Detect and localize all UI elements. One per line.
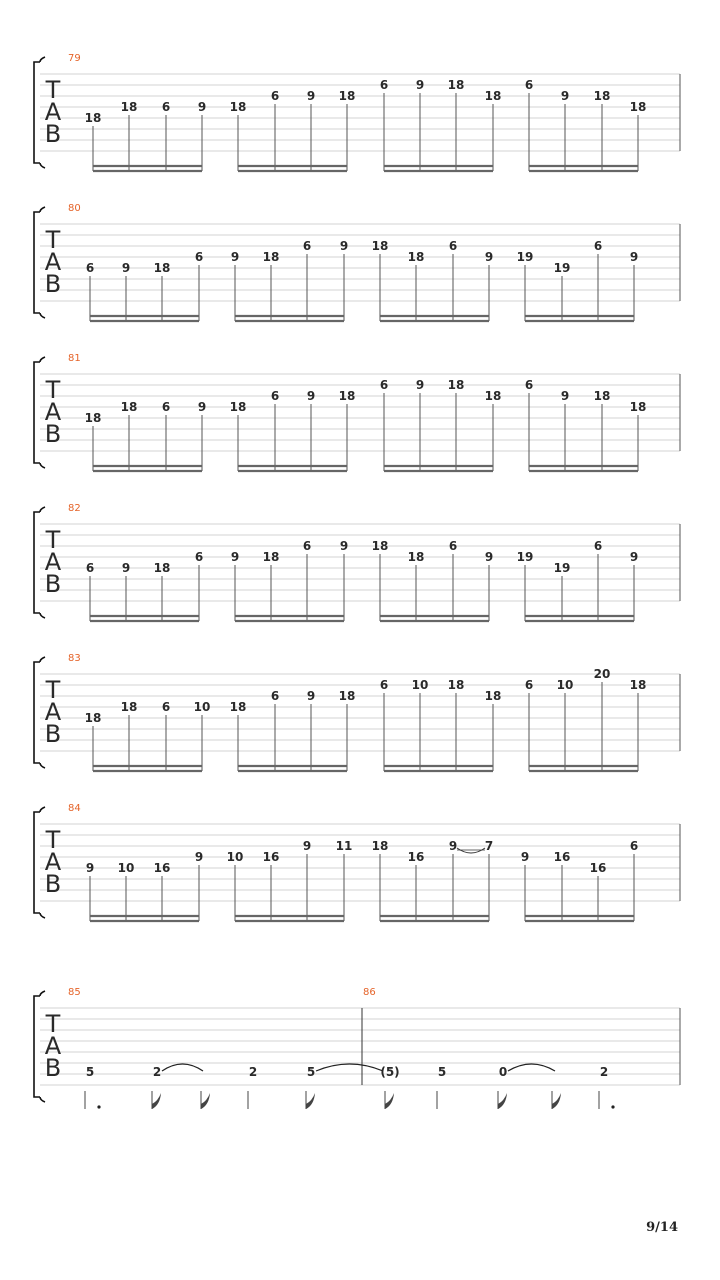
- fret-number: 18: [338, 389, 356, 403]
- fret-number: 6: [270, 689, 280, 703]
- fret-number: 9: [520, 850, 530, 864]
- system-bracket: [34, 996, 40, 1097]
- tie-arc: [508, 1064, 555, 1071]
- system-bracket: [34, 62, 40, 163]
- fret-number: 9: [560, 389, 570, 403]
- tab-clef-letter: T: [45, 226, 61, 254]
- measure-number: 79: [68, 53, 81, 64]
- fret-number: 9: [448, 839, 458, 853]
- measure-number: 86: [363, 987, 376, 998]
- fret-number: 18: [629, 100, 647, 114]
- fret-number: 6: [593, 539, 603, 553]
- tab-clef-letter: T: [45, 676, 61, 704]
- tab-system: [34, 353, 680, 471]
- tab-clef-letter: T: [45, 376, 61, 404]
- fret-number: 6: [629, 839, 639, 853]
- fret-number: 10: [193, 700, 211, 714]
- fret-number: 18: [371, 839, 389, 853]
- rhythm-dot: [97, 1105, 100, 1108]
- tab-clef-letter: T: [45, 826, 61, 854]
- fret-number: 10: [556, 678, 574, 692]
- fret-number: 6: [85, 561, 95, 575]
- fret-number: 5: [85, 1065, 95, 1079]
- fret-number: 18: [484, 89, 502, 103]
- fret-number: 18: [447, 78, 465, 92]
- measure-number: 81: [68, 353, 81, 364]
- fret-number: 9: [197, 400, 207, 414]
- fret-number: 16: [553, 850, 571, 864]
- fret-number: 18: [262, 550, 280, 564]
- tab-system: [34, 503, 680, 621]
- fret-number: 16: [262, 850, 280, 864]
- fret-number: 9: [560, 89, 570, 103]
- fret-number: 19: [553, 561, 571, 575]
- system-bracket: [34, 212, 40, 313]
- fret-number: 9: [629, 250, 639, 264]
- fret-number: 16: [589, 861, 607, 875]
- fret-number: 2: [248, 1065, 258, 1079]
- fret-number: 18: [84, 111, 102, 125]
- fret-number: 18: [338, 689, 356, 703]
- fret-number: 9: [302, 839, 312, 853]
- fret-number: 6: [302, 239, 312, 253]
- fret-number: 9: [121, 261, 131, 275]
- measure-number: 83: [68, 653, 81, 664]
- tab-system: [34, 803, 680, 921]
- fret-number: 18: [120, 100, 138, 114]
- fret-number: 16: [407, 850, 425, 864]
- fret-number: 0: [498, 1065, 508, 1079]
- fret-number: 9: [306, 389, 316, 403]
- fret-number: 20: [593, 667, 611, 681]
- tab-clef-letter: A: [44, 548, 62, 576]
- tab-system: [34, 653, 680, 771]
- fret-number: 6: [379, 678, 389, 692]
- tab-clef-letter: A: [44, 398, 62, 426]
- measure-number: 85: [68, 987, 81, 998]
- fret-number: 18: [629, 678, 647, 692]
- fret-number: 2: [152, 1065, 162, 1079]
- measure-number: 84: [68, 803, 81, 814]
- note-flag: [152, 1093, 161, 1109]
- fret-number: 10: [226, 850, 244, 864]
- note-flag: [498, 1093, 507, 1109]
- fret-number: 18: [262, 250, 280, 264]
- fret-number: 6: [194, 550, 204, 564]
- tab-clef-letter: A: [44, 1032, 62, 1060]
- fret-number: 18: [484, 389, 502, 403]
- note-flag: [201, 1093, 210, 1109]
- fret-number: 9: [194, 850, 204, 864]
- fret-number: 18: [229, 100, 247, 114]
- fret-number: 18: [593, 389, 611, 403]
- measure-number: 82: [68, 503, 81, 514]
- fret-number: 6: [448, 239, 458, 253]
- fret-number: 9: [484, 250, 494, 264]
- fret-number: 18: [447, 678, 465, 692]
- fret-number: 9: [306, 689, 316, 703]
- page-number: 9/14: [646, 1220, 678, 1235]
- fret-number: 6: [524, 378, 534, 392]
- fret-number: 6: [524, 78, 534, 92]
- note-flag: [306, 1093, 315, 1109]
- fret-number: 6: [270, 389, 280, 403]
- system-bracket: [34, 662, 40, 763]
- fret-number: 6: [379, 378, 389, 392]
- fret-number: 6: [194, 250, 204, 264]
- fret-number: 6: [448, 539, 458, 553]
- tab-clef-letter: B: [44, 1054, 62, 1082]
- fret-number: 18: [120, 400, 138, 414]
- tab-clef-letter: A: [44, 848, 62, 876]
- fret-number: 9: [415, 378, 425, 392]
- tab-clef-letter: B: [44, 720, 62, 748]
- fret-number: 9: [306, 89, 316, 103]
- tab-clef-letter: A: [44, 248, 62, 276]
- fret-number: 18: [229, 700, 247, 714]
- tab-clef-letter: B: [44, 120, 62, 148]
- fret-number: 9: [230, 550, 240, 564]
- tab-clef-letter: A: [44, 698, 62, 726]
- fret-number: 18: [447, 378, 465, 392]
- tab-system: [34, 203, 680, 321]
- fret-number: 18: [593, 89, 611, 103]
- fret-number: 9: [339, 239, 349, 253]
- fret-number: 19: [553, 261, 571, 275]
- note-flag: [385, 1093, 394, 1109]
- fret-number: 2: [599, 1065, 609, 1079]
- fret-number: 10: [117, 861, 135, 875]
- fret-number: 18: [407, 250, 425, 264]
- fret-number: 6: [302, 539, 312, 553]
- fret-number: 9: [484, 550, 494, 564]
- fret-number: 6: [85, 261, 95, 275]
- rhythm-dot: [611, 1105, 614, 1108]
- fret-number: 18: [371, 239, 389, 253]
- fret-number: 16: [153, 861, 171, 875]
- fret-number: 18: [84, 411, 102, 425]
- fret-number: 18: [629, 400, 647, 414]
- tab-system-final: [34, 987, 680, 1109]
- tab-clef-letter: A: [44, 98, 62, 126]
- tie-arc: [316, 1064, 383, 1071]
- fret-number: 9: [85, 861, 95, 875]
- fret-number: 6: [161, 700, 171, 714]
- fret-number: 5: [306, 1065, 316, 1079]
- note-flag: [552, 1093, 561, 1109]
- fret-number: 19: [516, 550, 534, 564]
- fret-number: 9: [629, 550, 639, 564]
- tab-clef-letter: B: [44, 570, 62, 598]
- fret-number: 9: [121, 561, 131, 575]
- fret-number: 9: [415, 78, 425, 92]
- fret-number: 18: [371, 539, 389, 553]
- fret-number: 19: [516, 250, 534, 264]
- fret-number: 9: [339, 539, 349, 553]
- measure-number: 80: [68, 203, 81, 214]
- fret-number: 6: [379, 78, 389, 92]
- slide-arc: [457, 848, 485, 853]
- fret-number: 18: [153, 561, 171, 575]
- tab-clef-letter: T: [45, 526, 61, 554]
- fret-number: 18: [407, 550, 425, 564]
- fret-number: 6: [161, 400, 171, 414]
- fret-number: 6: [593, 239, 603, 253]
- fret-number: 11: [335, 839, 353, 853]
- fret-number: 5: [437, 1065, 447, 1079]
- fret-number: 10: [411, 678, 429, 692]
- system-bracket: [34, 512, 40, 613]
- fret-number: 18: [153, 261, 171, 275]
- tab-clef-letter: B: [44, 420, 62, 448]
- tab-clef-letter: T: [45, 1010, 61, 1038]
- tab-system: [34, 53, 680, 171]
- fret-number: 18: [229, 400, 247, 414]
- fret-number: 9: [230, 250, 240, 264]
- fret-number: 6: [524, 678, 534, 692]
- tab-clef-letter: B: [44, 870, 62, 898]
- tab-clef-letter: T: [45, 76, 61, 104]
- fret-number: (5): [380, 1065, 400, 1079]
- tab-clef-letter: B: [44, 270, 62, 298]
- fret-number: 18: [338, 89, 356, 103]
- fret-number: 9: [197, 100, 207, 114]
- fret-number: 18: [484, 689, 502, 703]
- fret-number: 7: [484, 839, 494, 853]
- fret-number: 18: [120, 700, 138, 714]
- fret-number: 6: [270, 89, 280, 103]
- system-bracket: [34, 812, 40, 913]
- fret-number: 6: [161, 100, 171, 114]
- system-bracket: [34, 362, 40, 463]
- fret-number: 18: [84, 711, 102, 725]
- tie-arc: [162, 1064, 203, 1071]
